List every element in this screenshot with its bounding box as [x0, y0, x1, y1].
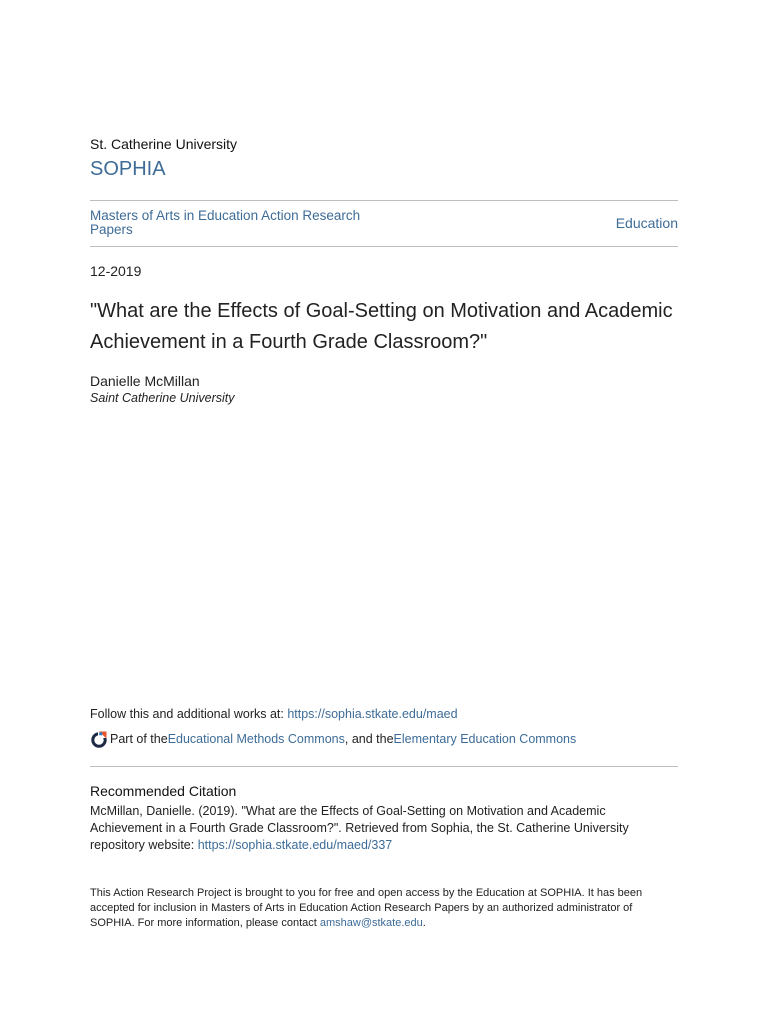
part-of-middle: , and the [344, 732, 394, 746]
citation-link[interactable]: https://sophia.stkate.edu/maed/337 [197, 838, 393, 852]
follow-text: Follow this and additional works at: [90, 707, 288, 721]
part-of-prefix: Part of the [110, 732, 168, 746]
department-link[interactable]: Education [615, 215, 678, 231]
cover-page [90, 0, 678, 1024]
citation-text [90, 803, 650, 854]
follow-line [90, 707, 458, 721]
notice-body: This Action Research Project is brought to you for free and open access by the Education at SOPHIA. It has been accepted for inclusion in Masters of Arts in Education Action Research Papers by an authorized administrator of SOPHIA. For more information, please contact [90, 887, 643, 929]
author-affiliation: Saint Catherine University [90, 391, 235, 405]
series-link[interactable]: Masters of Arts in Education Action Research Papers [90, 208, 361, 237]
contact-email-link[interactable]: amshaw@stkate.edu [319, 917, 423, 929]
institution-name: St. Catherine University [90, 136, 238, 152]
repository-link[interactable]: SOPHIA [90, 158, 166, 180]
part-of-line [90, 730, 576, 748]
follow-link[interactable]: https://sophia.stkate.edu/maed [287, 707, 458, 721]
discipline-link-educational-methods[interactable]: Educational Methods Commons [167, 732, 345, 746]
discipline-link-elementary-education[interactable]: Elementary Education Commons [393, 732, 577, 746]
publication-date: 12-2019 [90, 263, 142, 279]
divider-top [90, 200, 678, 201]
citation-heading: Recommended Citation [90, 783, 237, 799]
notice-end: . [422, 917, 426, 929]
access-notice [90, 886, 678, 931]
bepress-commons-icon [90, 730, 108, 748]
author-name: Danielle McMillan [90, 373, 200, 389]
divider-citation [90, 766, 678, 767]
divider-series [90, 246, 678, 247]
citation-body: McMillan, Danielle. (2019). "What are the Effects of Goal-Setting on Motivation and Academic Achievement in a Fourth Grade Classroom?". Retrieved from Sophia, the St. Catherine University repository website: [90, 804, 629, 852]
document-title: "What are the Effects of Goal-Setting on Motivation and Academic Achievement in a Fourth Grade Classroom?" [90, 300, 673, 353]
